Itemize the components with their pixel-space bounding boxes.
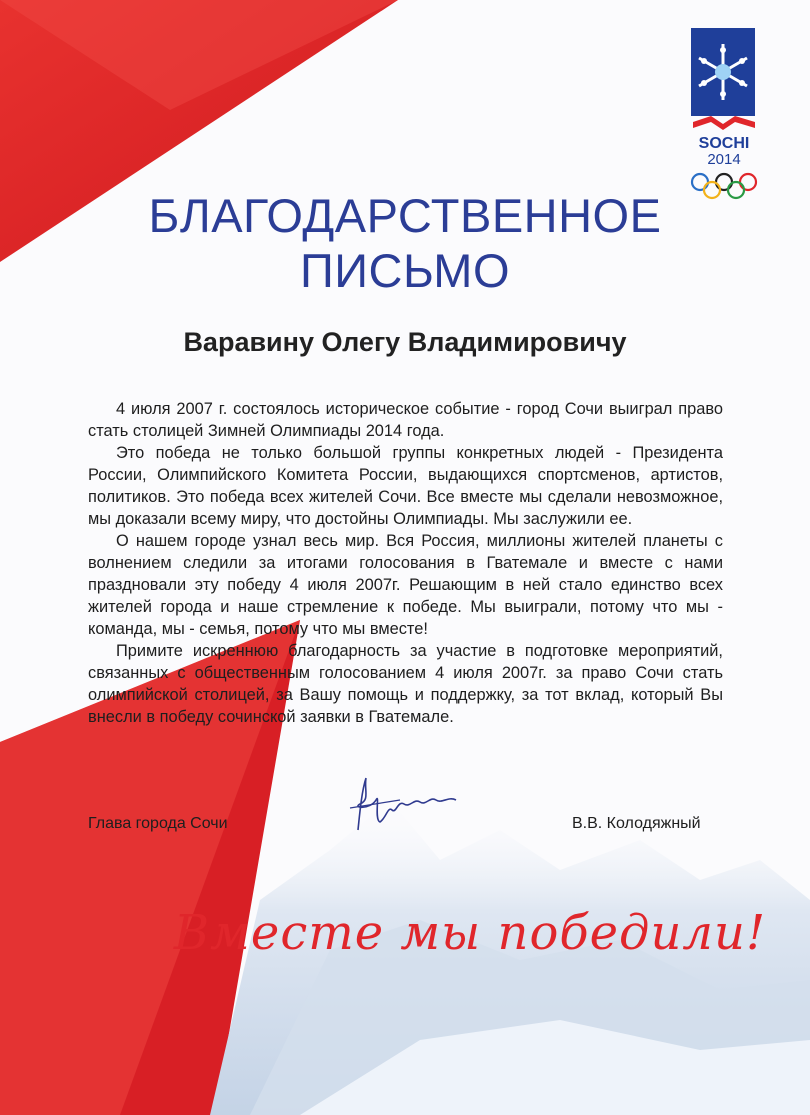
- paragraph-4: Примите искреннюю благодарность за участие в подготовке мероприятий, связанных с общественным голосованием 4 июля 2007г. за право Сочи стать олимпийской столицей, за Вашу помощь и поддержку, за тот вклад, который Вы внесли в победу сочинской заявки в Гватемале.: [88, 642, 723, 726]
- paragraph-1: 4 июля 2007 г. состоялось историческое событие - город Сочи выиграл право стать столицей Зимней Олимпиады 2014 года.: [88, 400, 723, 440]
- paragraph-3: О нашем городе узнал весь мир. Вся Россия, миллионы жителей планеты с волнением следили за итогами голосования в Гватемале и вместе с нами праздновали эту победу 4 июля 2007г. Решающим в ней стало единство всех жителей города и наше стремление к победе. Мы выиграли, потому что мы - команда, мы - семья, потому что мы вместе!: [88, 532, 723, 638]
- sochi-2014-logo: [683, 22, 765, 212]
- signer-name: В.В. Колодяжный: [572, 815, 701, 832]
- letter-title-line1: БЛАГОДАРСТВЕННОЕ: [148, 189, 662, 242]
- letter-body: [88, 398, 723, 728]
- paragraph-2: Это победа не только большой группы конкретных людей - Президента России, Олимпийского Комитета России, выдающихся спортсменов, артистов, политиков. Это победа всех жителей Сочи. Все вместе мы сделали невозможное, мы доказали всему миру, что достойны Олимпиады. Мы заслужили ее.: [88, 444, 723, 528]
- logo-city: SOCHI: [698, 135, 750, 152]
- logo-year: 2014: [707, 151, 741, 168]
- logo-red-ribbon: [693, 116, 755, 130]
- handwritten-signature: [340, 770, 470, 840]
- recipient-name: Варавину Олегу Владимировичу: [183, 327, 627, 357]
- letter-title-line2: ПИСЬМО: [299, 244, 511, 297]
- slogan: Вместе мы победили!: [173, 905, 767, 961]
- signer-position: Глава города Сочи: [88, 815, 228, 832]
